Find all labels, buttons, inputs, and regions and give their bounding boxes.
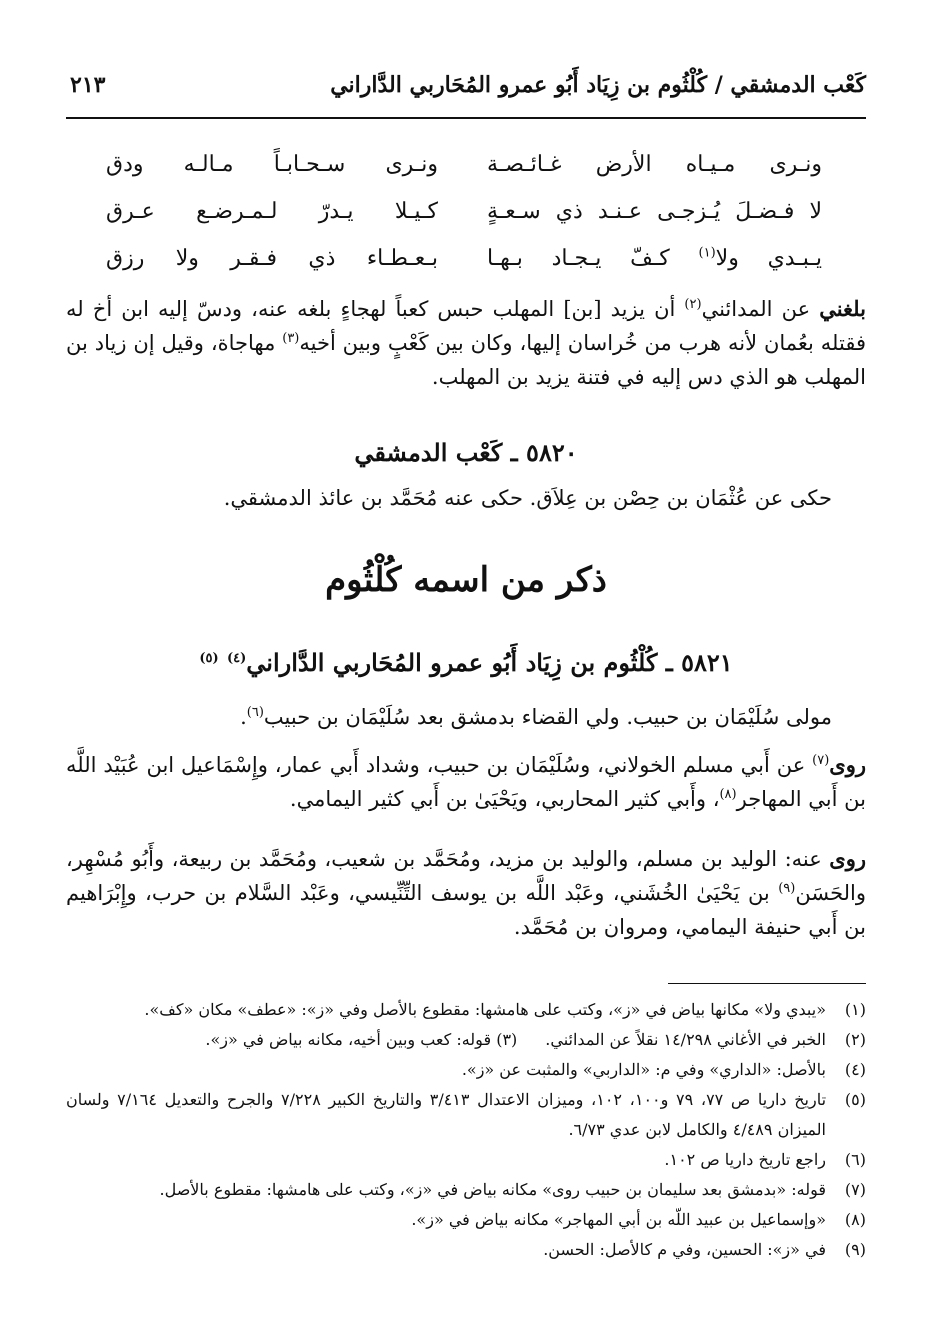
entry-heading — [66, 648, 866, 677]
verse-second-hemistich: كـيـلا يـدرّ لـمـرضـع عـرق — [106, 199, 438, 224]
paragraph-text: . — [240, 705, 247, 729]
paragraph-text: عن المدائني — [701, 297, 820, 321]
verse-text: كـفّ يـجـاد بـهـا — [487, 246, 699, 271]
footnote-text — [66, 1025, 826, 1055]
lead-word: روى — [829, 752, 866, 777]
footnote-text: بالأصل: «الداري» وفي م: «الداربي» والمثبت عن «ز». — [461, 1060, 826, 1079]
verse-text: يـبـدي ولا — [715, 246, 822, 271]
footnote-text: راجع تاريخ داريا ص ١٠٢. — [664, 1150, 826, 1169]
footnote-ref[interactable]: (٨) — [719, 787, 737, 802]
footnote-number: (٧) — [844, 1180, 866, 1199]
page-number: ٢١٣ — [70, 72, 106, 98]
footnote — [66, 1025, 866, 1055]
paragraph-text: أن يزيد [بن] المهلب حبس كعباً لهجاءٍ بلغه عنه، ودسّ إليه ابن أخ له فقتله بعُمان لأنه هرب من خُراسان إليها، وكان بين كَعْبٍ وبين أخيه — [66, 297, 866, 355]
paragraph-text: عن أَبي مسلم الخولاني، وسُلَيْمَان بن حبيب، وشداد أَبي عمار، وإِسْمَاعيل ابن عُبَيْد اللَّه بن أَبي المهاجر — [66, 753, 866, 811]
entry-heading: ٥٨٢٠ ـ كَعْب الدمشقي — [354, 438, 578, 467]
footnote-ref[interactable]: (٥) — [199, 651, 219, 666]
narrated-from-paragraph — [66, 748, 866, 816]
footnote-ref[interactable]: (٦) — [246, 705, 264, 720]
footnote-text-part: الخبر في الأغاني ١٤/٢٩٨ نقلاً عن المدائني. — [545, 1030, 826, 1049]
footnote-number: (٩) — [844, 1240, 866, 1259]
footnote — [66, 995, 866, 1025]
footnote-number: (٥) — [844, 1090, 866, 1109]
paragraph-text: ، وأَبي كثير المحاربي، ويَحْيَىٰ بن أَبي كثير اليمامي. — [289, 787, 720, 811]
narrators-paragraph — [66, 842, 866, 944]
footnote-text: «وإسماعيل بن عبيد اللّه بن أبي المهاجر» مكانه بياض في «ز». — [411, 1210, 826, 1229]
anecdote-paragraph — [66, 292, 866, 394]
footnote — [66, 1055, 866, 1085]
verse-first-hemistich — [487, 246, 822, 271]
running-title: كَعْب الدمشقي / كُلْثُوم بن زِيَاد أَبُو عمرو المُحَاربي الدَّاراني — [330, 72, 866, 98]
header-rule — [66, 117, 866, 119]
verse-line — [106, 246, 822, 288]
footnote-ref[interactable]: (٢) — [684, 297, 702, 312]
footnote-number: (٨) — [844, 1210, 866, 1229]
verse-first-hemistich: ونـرى مـيـاه الأرض غـائـصـة — [487, 152, 822, 177]
mawla-line — [66, 700, 866, 734]
footnote-text: قوله: «بدمشق بعد سليمان بن حبيب روى» مكانه بياض في «ز»، وكتب على هامشها: مقطوع بالأصل. — [159, 1180, 826, 1199]
footnote-number: (٢) — [844, 1030, 866, 1049]
footnote — [66, 1205, 866, 1235]
footnote — [66, 1085, 866, 1145]
section-title: ذكر من اسمه كُلْثُوم — [325, 560, 607, 600]
footnote-ref[interactable]: (٤) — [226, 651, 247, 666]
footnote-text-part: قوله: كعب وبين أخيه، مكانه بياض في «ز». — [205, 1030, 492, 1049]
verse-first-hemistich: لا فـضـلَ يُـزجـى عـنـد ذي سـعـةٍ — [487, 199, 822, 224]
paragraph-text: عنه: الوليد بن مسلم، والوليد بن مزيد، ومُحَمَّد بن شعيب، ومُحَمَّد بن ربيعة، وأَبُو مُسْهِر، والحَسَن — [66, 847, 866, 905]
footnote-text: في «ز»: الحسين، وفي م كالأصل: الحسن. — [543, 1240, 826, 1259]
footnote — [66, 1145, 866, 1175]
footnote-ref[interactable]: (٩) — [778, 881, 796, 896]
entry-heading-text: ٥٨٢١ ـ كُلْثُوم بن زِيَاد أَبُو عمرو المُحَاربي الدَّاراني — [246, 648, 733, 677]
footnote-number: (٦) — [844, 1150, 866, 1169]
running-header — [66, 68, 866, 112]
footnote-ref[interactable]: (١) — [698, 245, 716, 261]
paragraph-text: مهاجاة، وقيل إن زياد بن المهلب هو الذي دس إليه في فتنة يزيد بن المهلب. — [66, 331, 866, 389]
verse-second-hemistich: بـعـطـاء ذي فـقـر ولا رزق — [106, 246, 438, 271]
lead-word: روى — [829, 846, 866, 871]
paragraph-text: بن يَحْيَىٰ الخُشَني، وعَبْد اللَّه بن يوسف التِّنِّيسي، وعَبْد السَّلام بن حرب، وإِبْرَاهيم بن أَبي حنيفة اليمامي، ومروان بن مُحَمَّد. — [66, 881, 866, 939]
entry-body: حكى عن عُثْمَان بن حِصْن بن عِلاَق. حكى عنه مُحَمَّد بن عائذ الدمشقي. — [223, 486, 832, 510]
footnote-text: «يبدي ولا» مكانها بياض في «ز»، وكتب على هامشها: مقطوع بالأصل وفي «ز»: «عطف» مكان «كف». — [144, 1000, 826, 1019]
footnote — [66, 1175, 866, 1205]
footnote-number: (١) — [844, 1000, 866, 1019]
footnote-number: (٣) — [496, 1030, 518, 1049]
footnote-rule — [668, 983, 866, 984]
verse-line — [106, 199, 822, 241]
footnotes — [66, 995, 866, 1265]
verse-second-hemistich: ونـرى سـحـابـاً مـالـه ودق — [106, 152, 438, 177]
paragraph-text: مولى سُلَيْمَان بن حبيب. ولي القضاء بدمشق بعد سُلَيْمَان بن حبيب — [263, 705, 832, 729]
footnote — [66, 1235, 866, 1265]
verse-line — [106, 152, 822, 194]
footnote-text: تاريخ داريا ص ٧٧، ٧٩ و١٠٠، ١٠٢، وميزان الاعتدال ٣/٤١٣ والتاريخ الكبير ٧/٢٢٨ والجرح والتعديل ٧/١٦٤ ولسان الميزان ٤/٤٨٩ والكامل لابن عدي ٦/٧٣. — [66, 1090, 827, 1139]
footnote-ref[interactable]: (٣) — [282, 331, 300, 346]
lead-word: بلغني — [819, 296, 866, 321]
footnote-ref[interactable]: (٧) — [812, 753, 830, 768]
footnote-number: (٤) — [844, 1060, 866, 1079]
